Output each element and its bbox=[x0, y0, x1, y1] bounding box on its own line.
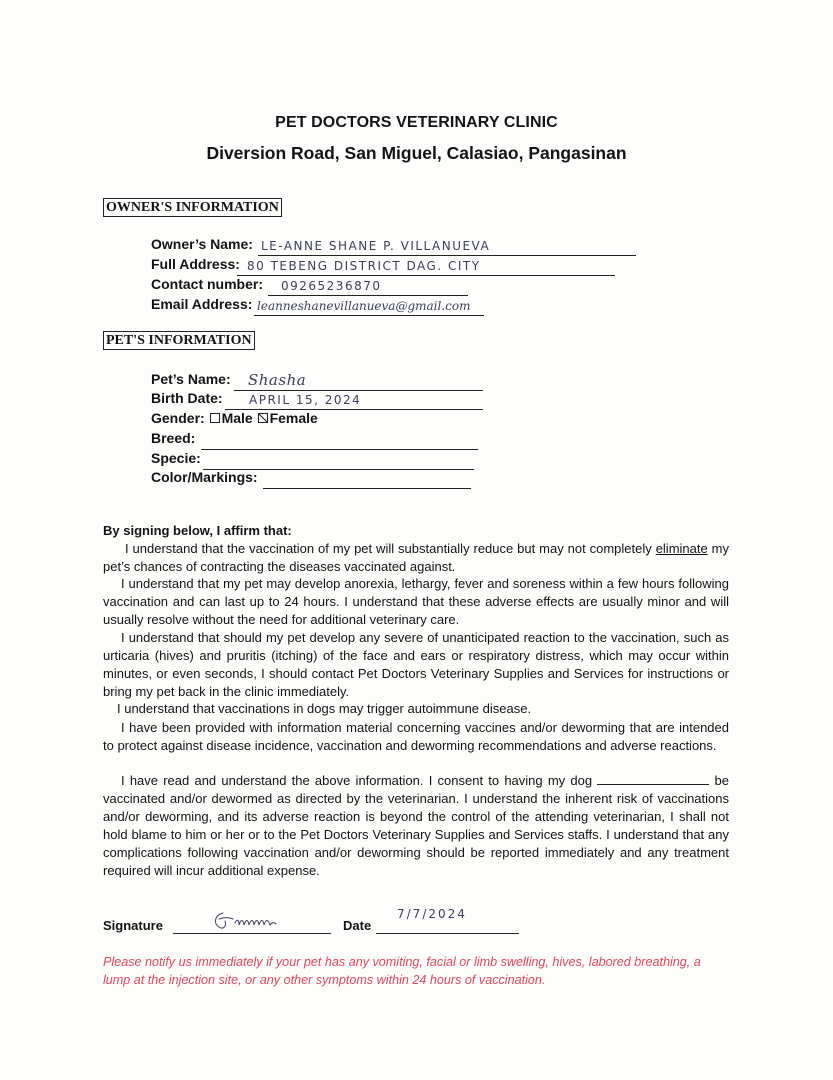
pet-birth-date-label: Birth Date: bbox=[151, 390, 223, 406]
signature-label: Signature bbox=[103, 918, 163, 933]
affirmation-paragraph-5: I have been provided with information material concerning vaccines and/or deworming that are intended to protect against disease incidence, vaccination and deworming recommendations and adverse reactions. bbox=[103, 720, 729, 753]
eliminate-word: eliminate bbox=[655, 541, 708, 556]
owner-contact-value: 09265236870 bbox=[281, 279, 382, 293]
pet-color-label: Color/Markings: bbox=[151, 469, 258, 485]
owner-name-field[interactable] bbox=[151, 236, 491, 256]
pet-name-label: Pet’s Name: bbox=[151, 371, 231, 387]
signature-row bbox=[103, 907, 603, 935]
pet-gender-label: Gender: bbox=[151, 410, 205, 426]
owner-email-field[interactable] bbox=[151, 296, 471, 316]
owner-email-value: leanneshanevillanueva@gmail.com bbox=[257, 299, 471, 313]
date-line[interactable] bbox=[376, 933, 519, 934]
pet-breed-label: Breed: bbox=[151, 430, 196, 446]
owner-address-value: 80 TEBENG DISTRICT DAG. CITY bbox=[247, 259, 481, 273]
affirmation-paragraph-4: I understand that vaccinations in dogs may trigger autoimmune disease. bbox=[117, 701, 532, 716]
male-checkbox[interactable] bbox=[210, 413, 220, 423]
affirmation-paragraph-1: I understand that the vaccination of my pet will substantially reduce but may not completely eliminate my pet’s chances of contracting the diseases vaccinated against. bbox=[103, 541, 729, 574]
date-value: 7/7/2024 bbox=[397, 907, 467, 921]
clinic-name: PET DOCTORS VETERINARY CLINIC bbox=[275, 114, 558, 131]
pet-specie-field[interactable] bbox=[151, 450, 201, 470]
pet-name-value: Shasha bbox=[248, 371, 307, 389]
dog-name-blank[interactable] bbox=[597, 772, 709, 785]
pet-name-line bbox=[234, 390, 483, 391]
affirmation-paragraph-3: I understand that should my pet develop any severe of unanticipated reaction to the vaccination, such as urticaria (hives) and pruritis (itching) of the face and ears or respiratory distress, which may occur within minutes, or even seconds, I should contact Pet Doctors Veterinary Supplies and Services for instructions or bring my pet back in the clinic immediately. bbox=[103, 630, 729, 699]
pet-breed-field[interactable] bbox=[151, 430, 195, 450]
pet-color-line bbox=[263, 488, 471, 489]
pet-birth-date-field[interactable] bbox=[151, 390, 362, 410]
owner-address-field[interactable] bbox=[151, 256, 481, 276]
affirmation-paragraph-6: I have read and understand the above information. I consent to having my dog be vaccinated and/or dewormed as directed by the veterinarian. I understand the inherent risk of vaccinations and/or deworming, and its adverse reaction is beyond the control of the attending veterinarian, I shall not hold blame to him or her or to the Pet Doctors Veterinary Supplies and Services staffs. I understand that any complications following vaccination and/or deworming should be reported immediately and any treatment required will incur additional expense. bbox=[103, 773, 729, 878]
owner-name-label: Owner’s Name: bbox=[151, 236, 253, 252]
female-option-label: Female bbox=[269, 410, 318, 426]
owner-name-value: LE-ANNE SHANE P. VILLANUEVA bbox=[261, 239, 491, 253]
affirmation-paragraph-2: I understand that my pet may develop anorexia, lethargy, fever and soreness within a few hours following vaccination and can last up to 24 hours. I understand that these adverse effects are usually minor and will usually resolve without the need for additional veterinary care. bbox=[103, 576, 729, 627]
owner-address-line bbox=[237, 275, 615, 276]
pet-information-heading: PET'S INFORMATION bbox=[103, 331, 255, 350]
affirmation-heading: By signing below, I affirm that: bbox=[103, 523, 292, 538]
pet-breed-line bbox=[201, 449, 478, 450]
pet-name-field[interactable] bbox=[151, 371, 307, 391]
pet-birth-date-value: APRIL 15, 2024 bbox=[249, 393, 362, 407]
date-label: Date bbox=[343, 918, 372, 933]
owner-name-line bbox=[258, 255, 636, 256]
pet-specie-label: Specie: bbox=[151, 450, 201, 466]
owner-contact-line bbox=[268, 295, 468, 296]
male-option-label: Male bbox=[221, 410, 253, 426]
owner-contact-label: Contact number: bbox=[151, 276, 263, 292]
owner-email-line bbox=[254, 315, 484, 316]
owner-email-label: Email Address: bbox=[151, 296, 253, 312]
owner-information-heading: OWNER'S INFORMATION bbox=[103, 198, 282, 217]
owner-contact-field[interactable] bbox=[151, 276, 382, 296]
clinic-address: Diversion Road, San Miguel, Calasiao, Pangasinan bbox=[206, 143, 627, 163]
pet-gender-field bbox=[151, 410, 318, 426]
owner-address-label: Full Address: bbox=[151, 256, 240, 272]
post-vaccination-notice: Please notify us immediately if your pet has any vomiting, facial or limb swelling, hives, labored breathing, a lump at the injection site, or any other symptoms within 24 hours of vaccination. bbox=[103, 955, 701, 987]
female-checkbox[interactable] bbox=[258, 413, 268, 423]
handwritten-signature bbox=[211, 909, 291, 935]
pet-color-field[interactable] bbox=[151, 469, 258, 489]
